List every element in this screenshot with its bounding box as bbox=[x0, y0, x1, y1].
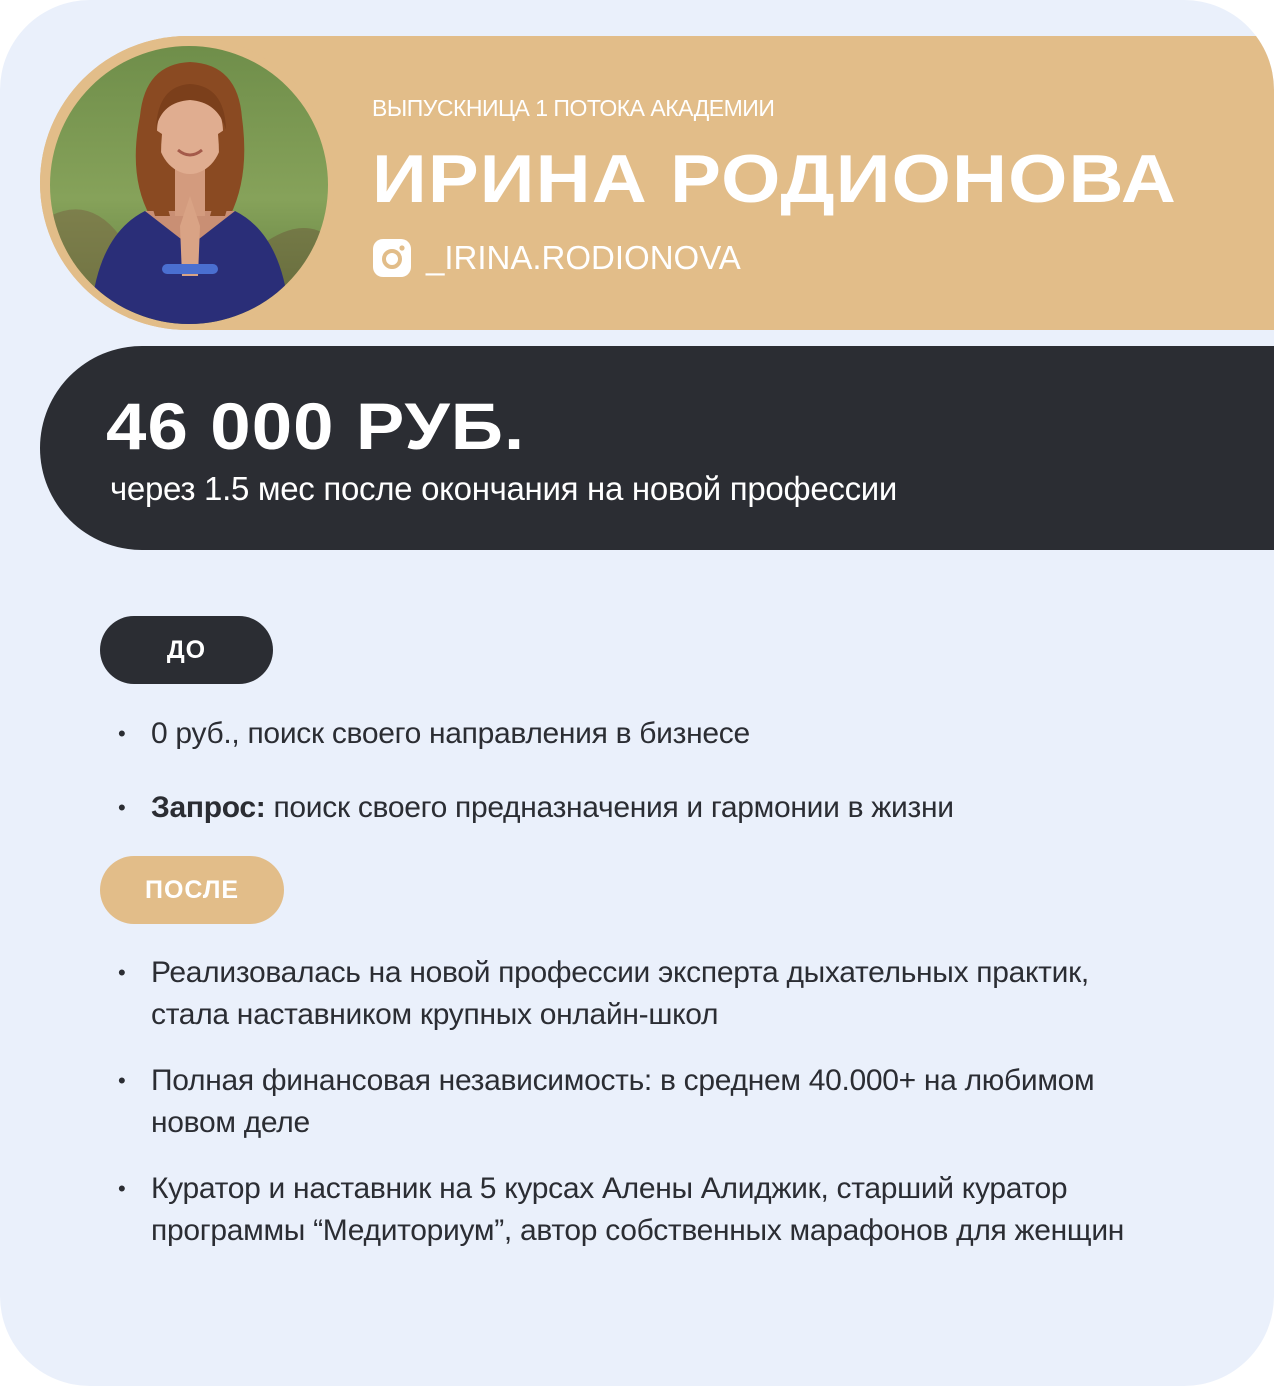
list-item-bold: Запрос: bbox=[151, 791, 266, 824]
list-item-line: Куратор и наставник на 5 курсах Алены Алиджик, старший куратор bbox=[151, 1172, 1068, 1205]
list-item-text: 0 руб., поиск своего направления в бизнесе bbox=[151, 717, 750, 750]
graduate-label: ВЫПУСКНИЦА 1 ПОТОКА АКАДЕМИИ bbox=[372, 95, 775, 121]
after-badge-label: ПОСЛЕ bbox=[144, 875, 240, 904]
bullet-dot: • bbox=[118, 1068, 126, 1093]
person-name: ИРИНА РОДИОНОВА bbox=[372, 141, 1177, 217]
list-item-line: Полная финансовая независимость: в среднем 40.000+ на любимом bbox=[151, 1064, 1095, 1097]
list-item-line: Реализовалась на новой профессии эксперта дыхательных практик, bbox=[151, 956, 1089, 989]
instagram-link[interactable] bbox=[372, 238, 741, 278]
list-item bbox=[118, 952, 1124, 1036]
list-item bbox=[118, 713, 954, 755]
instagram-handle[interactable]: _IRINA.RODIONOVA bbox=[426, 239, 741, 276]
bullet-dot: • bbox=[118, 795, 126, 820]
list-item-line: стала наставником крупных онлайн-школ bbox=[151, 998, 719, 1031]
income-caption: через 1.5 мес после окончания на новой профессии bbox=[110, 470, 898, 507]
income-amount: 46 000 РУБ. bbox=[106, 389, 526, 463]
after-badge bbox=[100, 856, 284, 924]
before-badge-label: ДО bbox=[166, 635, 207, 664]
after-list bbox=[118, 952, 1124, 1276]
bullet-dot: • bbox=[118, 960, 126, 985]
bullet-dot: • bbox=[118, 1176, 126, 1201]
bullet-dot: • bbox=[118, 721, 126, 746]
list-item bbox=[118, 787, 954, 829]
before-list bbox=[118, 713, 954, 861]
before-badge bbox=[100, 616, 273, 684]
list-item bbox=[118, 1168, 1124, 1252]
list-item-line: программы “Медиториум”, автор собственных марафонов для женщин bbox=[151, 1214, 1125, 1247]
list-item-line: новом деле bbox=[151, 1106, 310, 1139]
avatar bbox=[50, 46, 328, 324]
list-item bbox=[118, 1060, 1124, 1144]
instagram-icon bbox=[372, 238, 412, 278]
list-item-text: поиск своего предназначения и гармонии в жизни bbox=[265, 791, 954, 824]
avatar-photo bbox=[50, 46, 328, 324]
